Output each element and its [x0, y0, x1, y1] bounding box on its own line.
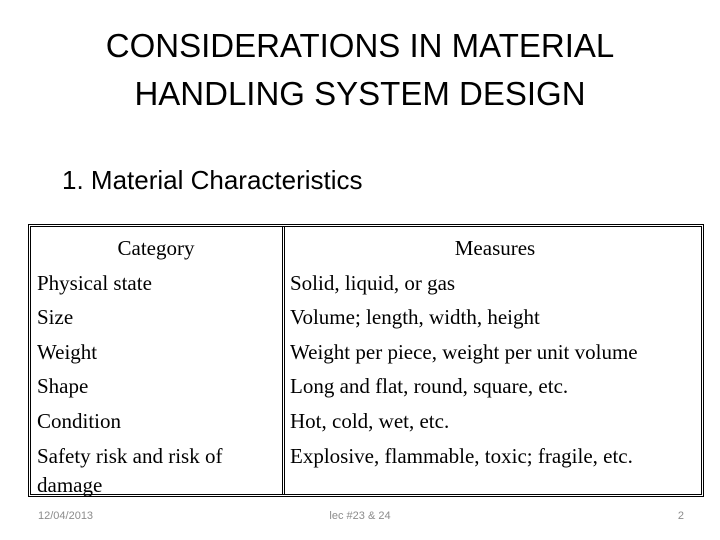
material-characteristics-table	[28, 224, 704, 497]
footer-date: 12/04/2013	[38, 510, 94, 522]
section-heading: 1. Material Characteristics	[62, 165, 363, 195]
category-cell-shape: Shape	[37, 374, 89, 399]
category-column	[37, 231, 275, 500]
measures-cell-condition: Hot, cold, wet, etc.	[290, 408, 450, 433]
category-cell-safety-risk: Safety risk and risk of damage	[37, 443, 223, 497]
measures-cell-size: Volume; length, width, height	[290, 305, 540, 330]
footer-lecture-label: lec #23 & 24	[329, 510, 391, 522]
measures-column	[290, 231, 700, 473]
slide-title-line-1: CONSIDERATIONS IN MATERIAL	[105, 27, 615, 64]
measures-cell-weight: Weight per piece, weight per unit volume	[290, 339, 638, 364]
category-cell-size: Size	[37, 305, 74, 330]
category-cell-weight: Weight	[37, 339, 98, 364]
measures-cell-physical-state: Solid, liquid, or gas	[290, 270, 456, 295]
slide-title	[40, 22, 680, 118]
category-header: Category	[117, 236, 195, 260]
measures-cell-safety-risk: Explosive, flammable, toxic; fragile, etc.	[290, 443, 633, 468]
measures-header: Measures	[454, 236, 536, 260]
table-column-divider	[282, 227, 285, 494]
category-cell-condition: Condition	[37, 408, 122, 433]
slide-title-line-2: HANDLING SYSTEM DESIGN	[134, 75, 586, 112]
footer-page-number: 2	[677, 510, 684, 522]
category-cell-physical-state: Physical state	[37, 270, 152, 295]
measures-cell-shape: Long and flat, round, square, etc.	[290, 374, 569, 399]
